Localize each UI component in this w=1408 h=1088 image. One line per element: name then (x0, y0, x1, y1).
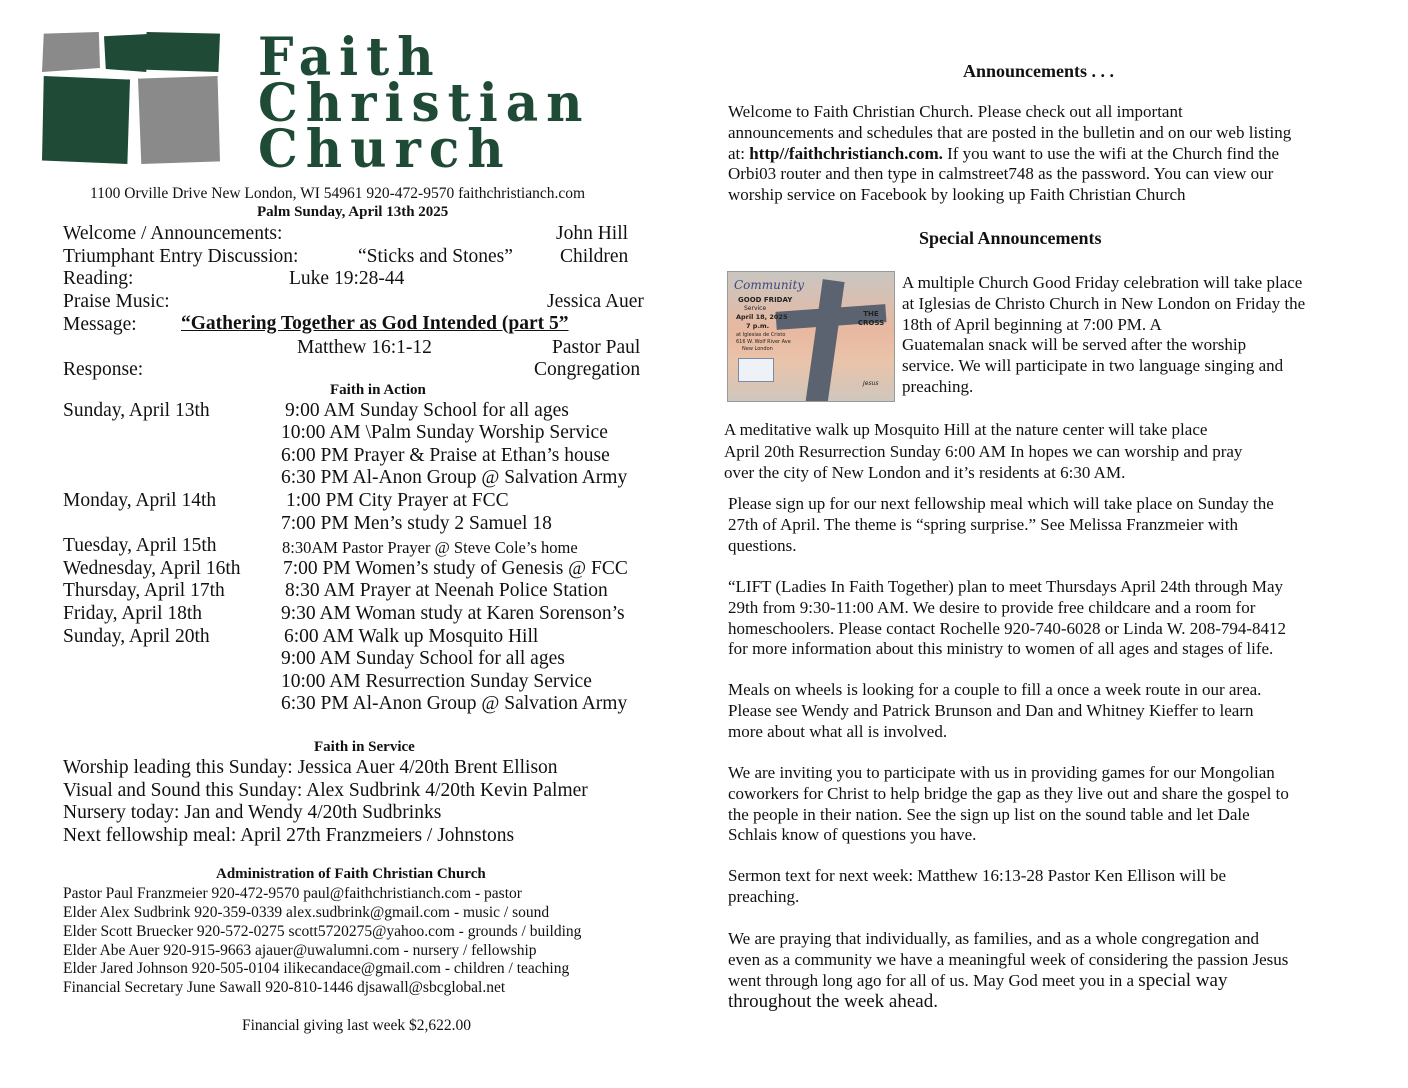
paragraph-line: preaching. (728, 886, 800, 906)
schedule-day: Friday, April 18th (63, 603, 203, 624)
praise-label: Praise Music: (63, 291, 170, 312)
entry-title: “Sticks and Stones” (358, 246, 513, 267)
logo-word-faith: Faith (258, 25, 442, 88)
schedule-event: 10:00 AM Resurrection Sunday Service (281, 671, 592, 692)
faith-in-action-heading: Faith in Action (330, 382, 426, 398)
message-label: Message: (63, 314, 137, 335)
financial-giving: Financial giving last week $2,622.00 (242, 1017, 472, 1034)
paragraph-line: We are inviting you to participate with us in providing games for our Mongolian (728, 763, 1275, 782)
cross-shape (805, 279, 844, 402)
service-line: Worship leading this Sunday: Jessica Auer 4/20th Brent Ellison (63, 757, 558, 778)
admin-line: Elder Jared Johnson 920-505-0104 ilikecandace@gmail.com - children / teaching (63, 960, 570, 977)
logo-word-church: Church (258, 117, 512, 180)
paragraph-line: announcements and schedules that are posted in the bulletin and on our web listing (728, 122, 1292, 142)
entry-name: Children (560, 246, 629, 267)
paragraph-line: more about what all is involved. (728, 721, 948, 741)
flyer-service: Service (744, 305, 767, 312)
church-address: 1100 Orville Drive New London, WI 54961 920-472-9570 faithchristianch.com (90, 185, 586, 202)
paragraph-line: for more information about this ministry to women of all ages and stages of life. (728, 639, 1274, 659)
flyer-event: GOOD FRIDAY (738, 296, 793, 304)
welcome-label: Welcome / Announcements: (63, 223, 283, 244)
sermon-text-paragraph (728, 866, 1226, 908)
lift-paragraph (728, 577, 1286, 660)
response-name: Congregation (534, 359, 641, 380)
flyer-time: 7 p.m. (746, 322, 770, 330)
announcements-title: Announcements . . . (963, 61, 1115, 81)
good-friday-paragraph (902, 273, 1305, 398)
paragraph-line: 27th of April. The theme is “spring surprise.” See Melissa Franzmeier with (728, 514, 1239, 534)
paragraph-line: A meditative walk up Mosquito Hill at the nature center will take place (724, 420, 1208, 439)
logo-mark (42, 32, 220, 164)
admin-line: Elder Abe Auer 920-915-9663 ajauer@uwalumni.com - nursery / fellowship (63, 942, 537, 959)
welcome-name: John Hill (556, 223, 629, 244)
reading-reference: Luke 19:28-44 (289, 268, 405, 289)
flyer-place: at Iglesias de Cristo (736, 332, 786, 338)
schedule-event: 8:30 AM Prayer at Neenah Police Station (285, 580, 608, 601)
entry-label: Triumphant Entry Discussion: (63, 246, 299, 267)
paragraph-line: A multiple Church Good Friday celebration will take place (902, 273, 1303, 292)
paragraph-text: went through long ago for all of us. May God meet you in a (728, 970, 1139, 990)
schedule-event: 9:00 AM Sunday School for all ages (285, 400, 569, 421)
paragraph-line: homeschoolers. Please contact Rochelle 920-740-6028 or Linda W. 208-794-8412 (728, 618, 1287, 638)
schedule-day: Sunday, April 13th (63, 400, 210, 421)
schedule-event: 9:00 AM Sunday School for all ages (281, 648, 565, 669)
paragraph-line: at Iglesias de Christo Church in New London on Friday the (902, 293, 1306, 313)
flyer-street: 616 W. Wolf River Ave (736, 339, 791, 345)
faith-in-service-heading: Faith in Service (314, 739, 415, 755)
flyer-side-title: THE CROSS (857, 310, 885, 327)
url-prefix: at: (728, 143, 750, 163)
admin-line: Pastor Paul Franzmeier 920-472-9570 paul@faithchristianch.com - pastor (63, 885, 522, 902)
paragraph-line: 29th from 9:30-11:00 AM. We desire to provide free childcare and a room for (728, 597, 1256, 617)
paragraph-line: even as a community we have a meaningful week of considering the passion Jesus (728, 949, 1289, 969)
paragraph-text-emphasis: special way (1138, 969, 1228, 991)
response-label: Response: (63, 359, 144, 380)
service-date: Palm Sunday, April 13th 2025 (257, 204, 449, 220)
service-line: Visual and Sound this Sunday: Alex Sudbrink 4/20th Kevin Palmer (63, 780, 588, 801)
mongolian-games-paragraph (728, 763, 1289, 846)
message-reference: Matthew 16:1-12 (297, 337, 432, 358)
schedule-day: Tuesday, April 15th (63, 535, 217, 556)
schedule-day: Monday, April 14th (63, 490, 217, 511)
flyer-date: April 18, 2025 (736, 313, 788, 321)
logo-word-christian: Christian (258, 71, 591, 134)
special-announcements-title: Special Announcements (919, 228, 1102, 248)
schedule-event: 6:00 AM Walk up Mosquito Hill (284, 626, 539, 647)
administration-heading: Administration of Faith Christian Church (216, 866, 486, 882)
fellowship-meal-paragraph (728, 494, 1274, 556)
paragraph-line: Meals on wheels is looking for a couple to fill a once a week route in our area. (728, 680, 1262, 699)
paragraph-line: throughout the week ahead. (728, 991, 938, 1013)
paragraph-line: the people in their nation. See the sign up list on the sound table and let Dale (728, 804, 1250, 824)
church-website-link[interactable]: http//faithchristianch.com. (749, 143, 943, 163)
praise-name: Jessica Auer (547, 291, 644, 312)
paragraph-line: questions. (728, 535, 797, 555)
paragraph-line: service. We will participate in two language singing and (902, 356, 1284, 376)
schedule-event: 8:30AM Pastor Prayer @ Steve Cole’s home (282, 538, 578, 557)
schedule-day: Thursday, April 17th (63, 580, 225, 601)
flyer-title: Community (734, 278, 805, 292)
service-line: Next fellowship meal: April 27th Franzmeiers / Johnstons (63, 825, 515, 846)
paragraph-line: April 20th Resurrection Sunday 6:00 AM In hopes we can worship and pray (724, 441, 1243, 461)
praying-paragraph (728, 929, 1288, 1013)
paragraph-line: Please see Wendy and Patrick Brunson and Dan and Whitney Kieffer to learn (728, 700, 1254, 720)
paragraph-line: Sermon text for next week: Matthew 16:13-28 Pastor Ken Ellison will be (728, 866, 1227, 885)
admin-line: Elder Scott Bruecker 920-572-0275 scott5720275@yahoo.com - grounds / building (63, 923, 582, 940)
admin-line: Financial Secretary June Sawall 920-810-1446 djsawall@sbcglobal.net (63, 979, 506, 996)
schedule-event: 6:30 PM Al-Anon Group @ Salvation Army (281, 467, 628, 488)
paragraph-line (728, 144, 1291, 165)
service-line: Nursery today: Jan and Wendy 4/20th Sudbrinks (63, 802, 442, 823)
flyer-town: New London (742, 346, 773, 352)
schedule-day: Wednesday, April 16th (63, 558, 241, 579)
paragraph-line: 18th of April beginning at 7:00 PM. A (902, 314, 1162, 334)
schedule-event: 6:00 PM Prayer & Praise at Ethan’s house (281, 445, 610, 466)
paragraph-line: Guatemalan snack will be served after the worship (902, 335, 1247, 355)
paragraph-line: Schlais know of questions you have. (728, 825, 977, 845)
schedule-day: Sunday, April 20th (63, 626, 210, 647)
paragraph-line: coworkers for Christ to help bridge the gap as they live out and share the gospel to (728, 783, 1289, 803)
schedule-event: 7:00 PM Women’s study of Genesis @ FCC (283, 558, 628, 579)
schedule-event: 1:00 PM City Prayer at FCC (286, 490, 509, 511)
schedule-event: 6:30 PM Al-Anon Group @ Salvation Army (281, 693, 628, 714)
meals-on-wheels-paragraph (728, 680, 1261, 742)
paragraph-line: Orbi03 router and then type in calmstreet748 as the password. You can view our (728, 164, 1274, 184)
schedule-event: 9:30 AM Woman study at Karen Sorenson’s (281, 603, 625, 624)
good-friday-flyer-image (727, 271, 895, 402)
message-speaker: Pastor Paul (552, 337, 641, 358)
schedule-event: 10:00 AM \Palm Sunday Worship Service (281, 422, 608, 443)
reading-label: Reading: (63, 268, 134, 289)
schedule-event: 7:00 PM Men’s study 2 Samuel 18 (281, 513, 552, 534)
flyer-signature: Jesus (863, 380, 879, 387)
paragraph-text: If you want to use the wifi at the Church find the (942, 143, 1279, 163)
paragraph-line: Please sign up for our next fellowship meal which will take place on Sunday the (728, 494, 1274, 513)
mosquito-hill-paragraph (724, 419, 1242, 484)
message-title: “Gathering Together as God Intended (part 5” (181, 313, 569, 334)
paragraph-line: “LIFT (Ladies In Faith Together) plan to meet Thursdays April 24th through May (728, 577, 1283, 596)
admin-line: Elder Alex Sudbrink 920-359-0339 alex.sudbrink@gmail.com - music / sound (63, 904, 550, 921)
welcome-paragraph (728, 102, 1291, 206)
paragraph-line: Welcome to Faith Christian Church. Please check out all important (728, 102, 1183, 121)
paragraph-line (728, 971, 1288, 992)
paragraph-line: worship service on Facebook by looking up Faith Christian Church (728, 185, 1186, 205)
flyer-sponsor-badge (738, 358, 774, 382)
paragraph-line: We are praying that individually, as families, and as a whole congregation and (728, 929, 1259, 948)
paragraph-line: preaching. (902, 376, 974, 396)
paragraph-line: over the city of New London and it’s residents at 6:30 AM. (724, 463, 1126, 482)
